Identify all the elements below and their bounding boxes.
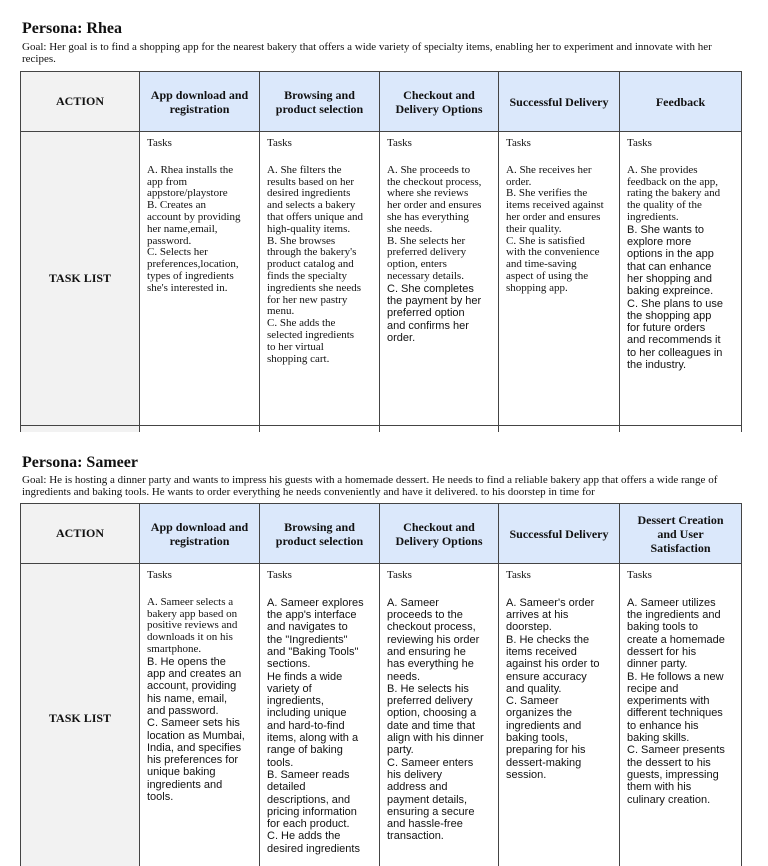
tasks-label: Tasks xyxy=(627,569,652,581)
task-line: ingredients and xyxy=(147,778,223,791)
task-line: C. She plans to use xyxy=(627,297,724,310)
task-line: high-quality items. xyxy=(267,222,351,235)
task-line: preferences,location, xyxy=(147,258,239,271)
task-line: arrives at his xyxy=(506,609,569,622)
task-line: aspect of using the xyxy=(506,269,589,282)
task-line: their quality. xyxy=(506,222,562,235)
task-line: his preferences for xyxy=(147,754,239,767)
tasks-label: Tasks xyxy=(147,569,172,581)
task-line: her order and ensures xyxy=(506,210,601,223)
task-line: the shopping app xyxy=(627,309,712,322)
task-cell xyxy=(499,564,620,866)
task-line: through the bakery's xyxy=(267,246,357,259)
task-line: the checkout process, xyxy=(387,175,482,188)
task-line: baking skills. xyxy=(627,732,690,745)
task-line: preferred delivery xyxy=(387,246,467,259)
task-line: and "Baking Tools" xyxy=(267,645,359,658)
task-line: B. She wants to xyxy=(627,223,705,236)
task-line: unique baking xyxy=(147,766,216,779)
task-line: recipe and xyxy=(627,682,679,695)
task-line: A. She proceeds to xyxy=(387,163,471,176)
stage-header: Browsing and product selection xyxy=(260,504,380,564)
tasks-label: Tasks xyxy=(147,137,172,149)
task-cell xyxy=(620,564,742,866)
task-line: types of ingredients xyxy=(147,269,234,282)
tasks-label: Tasks xyxy=(267,569,292,581)
task-line: location as Mumbai, xyxy=(147,729,245,742)
task-line: checkout process, xyxy=(387,621,476,634)
task-line: including unique xyxy=(267,707,347,720)
task-line: transaction. xyxy=(387,830,444,843)
task-line: B. He checks the xyxy=(506,633,590,646)
task-line: descriptions, and xyxy=(267,793,351,806)
task-line: for each product. xyxy=(267,818,350,831)
task-line: B. She verifies the xyxy=(506,187,588,200)
task-line: C. Sameer sets his xyxy=(147,717,240,730)
task-line: where she reviews xyxy=(387,187,469,200)
task-line: desired ingredients xyxy=(267,187,351,200)
task-line: against his order to xyxy=(506,658,600,671)
journey-table xyxy=(20,503,742,866)
task-line: ensure accuracy xyxy=(506,670,587,683)
task-line: shopping app. xyxy=(506,281,568,294)
task-line: C. Sameer xyxy=(506,695,559,708)
stage-header: Dessert Creation and User Satisfaction xyxy=(620,504,742,564)
task-line: pricing information xyxy=(267,805,357,818)
task-cell xyxy=(380,132,499,426)
task-line: organizes the xyxy=(506,707,573,720)
task-line: the ingredients and xyxy=(627,609,721,622)
task-line: desired ingredients xyxy=(267,842,360,855)
task-line: address and xyxy=(387,781,448,794)
task-line: baking tools, xyxy=(506,732,568,745)
task-line: C. She is satisfied xyxy=(506,234,585,247)
task-cell xyxy=(260,564,380,866)
task-line: C. Sameer presents xyxy=(627,744,725,757)
task-line: options in the app xyxy=(627,248,714,261)
task-line: ingredients, xyxy=(267,695,324,708)
task-line: and quality. xyxy=(506,682,562,695)
task-line: tools. xyxy=(267,756,294,769)
task-line: C. Selects her xyxy=(147,246,208,259)
stage-header: Browsing and product selection xyxy=(260,72,380,132)
task-line: his name, email, xyxy=(147,692,228,705)
tasks-label: Tasks xyxy=(506,137,531,149)
task-line: and ensuring he xyxy=(387,645,466,658)
stage-header: App download and registration xyxy=(140,72,260,132)
task-line: the industry. xyxy=(627,359,687,372)
task-line: items received xyxy=(506,645,577,658)
task-line: C. He adds the xyxy=(267,830,341,843)
task-cell xyxy=(620,132,742,426)
task-line: ingredients. xyxy=(627,210,679,223)
task-line: to enhance his xyxy=(627,719,699,732)
tasks-label: Tasks xyxy=(627,137,652,149)
empty-cell xyxy=(140,426,260,433)
task-line: and navigates to xyxy=(267,621,348,634)
task-line: downloads it on his xyxy=(147,631,233,644)
next-row-partial xyxy=(21,426,742,433)
task-line: A. She receives her xyxy=(506,163,592,176)
task-line: preferred option xyxy=(387,307,465,320)
task-line: baking expreince. xyxy=(627,285,714,298)
empty-cell xyxy=(21,426,140,433)
task-line: appstore/playstore xyxy=(147,187,228,200)
stage-header: Successful Delivery xyxy=(499,72,620,132)
persona-section-rhea xyxy=(0,0,768,432)
task-line: product catalog and xyxy=(267,258,354,271)
task-line: ingredients she needs xyxy=(267,281,362,294)
task-line: variety of xyxy=(267,682,312,695)
task-line: results based on her xyxy=(267,175,355,188)
task-line: dessert-making xyxy=(506,756,582,769)
task-line: with the convenience xyxy=(506,246,600,259)
task-line: preparing for his xyxy=(506,744,586,757)
task-line: A. Sameer utilizes xyxy=(627,596,716,609)
task-list-row xyxy=(21,132,742,426)
task-line: account, providing xyxy=(147,680,237,693)
task-line: B. Sameer reads xyxy=(267,768,350,781)
task-line: positive reviews and xyxy=(147,619,238,632)
stage-header: Feedback xyxy=(620,72,742,132)
task-line: baking tools to xyxy=(627,621,698,634)
tasks-label: Tasks xyxy=(267,137,292,149)
stage-header: App download and registration xyxy=(140,504,260,564)
task-line: them with his xyxy=(627,781,692,794)
task-line: and recommends it xyxy=(627,334,721,347)
tasks-label: Tasks xyxy=(387,569,412,581)
task-line: B. She selects her xyxy=(387,234,466,247)
tasks-label: Tasks xyxy=(387,137,412,149)
task-line: A. Sameer selects a xyxy=(147,595,234,608)
task-line: tools. xyxy=(147,791,174,804)
task-line: bakery app based on xyxy=(147,607,238,620)
task-line: the payment by her xyxy=(387,295,482,308)
persona-title: Persona: Rhea xyxy=(22,20,122,37)
persona-goal: Goal: He is hosting a dinner party and wants to impress his guests with a homemade dessert. He needs to find a reliable bakery app that offers a wide range of ingredients and baking tools. He wants to order everything he needs conveniently and have it delivered. to his doorstep in time for xyxy=(22,475,718,498)
task-list-label: TASK LIST xyxy=(21,132,140,426)
persona-section-sameer xyxy=(0,452,768,866)
task-line: explore more xyxy=(627,236,692,249)
task-line: shopping cart. xyxy=(267,352,330,365)
task-line: preferred delivery xyxy=(387,695,473,708)
task-line: the dessert to his xyxy=(627,756,711,769)
task-line: that can enhance xyxy=(627,260,712,273)
task-line: and selects a bakery xyxy=(267,199,356,212)
persona-title: Persona: Sameer xyxy=(22,454,138,471)
task-line: range of baking xyxy=(267,744,343,757)
stage-header-row xyxy=(21,72,742,132)
task-line: B. He follows a new xyxy=(627,670,724,683)
task-line: has everything he xyxy=(387,658,474,671)
task-cell xyxy=(499,132,620,426)
stage-header-row xyxy=(21,504,742,564)
task-line: the "Ingredients" xyxy=(267,633,348,646)
task-list-label: TASK LIST xyxy=(21,564,140,866)
task-line: A. Sameer's order xyxy=(506,596,595,609)
task-line: sections. xyxy=(267,658,311,671)
task-line: app and creates an xyxy=(147,668,242,681)
empty-cell xyxy=(499,426,620,433)
task-line: A. Rhea installs the xyxy=(147,163,234,176)
task-line: option, enters xyxy=(387,258,447,271)
task-line: password. xyxy=(147,234,192,247)
task-line: finds the specialty xyxy=(267,269,348,282)
task-line: A. She filters the xyxy=(267,163,342,176)
task-line: proceeds to the xyxy=(387,609,463,622)
persona-goal: Goal: Her goal is to find a shopping app for the nearest bakery that offers a wide variety of specialty items, enabling her to experiment and innovate with her recipes. xyxy=(22,42,712,65)
task-line: India, and specifies xyxy=(147,741,242,754)
task-line: smartphone. xyxy=(147,642,202,655)
task-cell xyxy=(260,132,380,426)
empty-cell xyxy=(380,426,499,433)
task-line: menu. xyxy=(267,305,295,318)
task-cell xyxy=(140,564,260,866)
task-cell xyxy=(380,564,499,866)
task-line: C. She adds the xyxy=(267,317,336,330)
stage-header: Checkout and Delivery Options xyxy=(380,72,499,132)
task-line: He finds a wide xyxy=(267,670,343,683)
task-line: and confirms her xyxy=(387,319,469,332)
task-line: rating the bakery and xyxy=(627,187,721,200)
task-line: selected ingredients xyxy=(267,328,355,341)
empty-cell xyxy=(260,426,380,433)
task-line: her shopping and xyxy=(627,272,713,285)
task-line: feedback on the app, xyxy=(627,175,719,188)
empty-cell xyxy=(620,426,742,433)
task-line: needs. xyxy=(387,670,421,683)
task-line: app from xyxy=(147,175,188,188)
task-line: items, along with a xyxy=(267,732,359,745)
task-line: ensuring a secure xyxy=(387,805,475,818)
task-line: C. She completes xyxy=(387,282,474,295)
task-line: culinary creation. xyxy=(627,793,711,806)
task-line: the app's interface xyxy=(267,609,357,622)
task-line: guests, impressing xyxy=(627,768,719,781)
task-line: create a homemade xyxy=(627,633,725,646)
task-line: dessert for his xyxy=(627,645,697,658)
task-line: and hard-to-find xyxy=(267,719,345,732)
task-line: her name,email, xyxy=(147,222,218,235)
journey-table xyxy=(20,71,742,432)
task-line: B. He selects his xyxy=(387,682,469,695)
task-line: and time-saving xyxy=(506,258,577,271)
task-line: account by providing xyxy=(147,210,241,223)
task-line: necessary details. xyxy=(387,269,464,282)
task-line: and password. xyxy=(147,704,219,717)
task-line: B. She browses xyxy=(267,234,336,247)
tasks-label: Tasks xyxy=(506,569,531,581)
task-line: order. xyxy=(387,331,416,344)
stage-header: Checkout and Delivery Options xyxy=(380,504,499,564)
task-cell xyxy=(140,132,260,426)
task-line: she has everything xyxy=(387,210,469,223)
task-line: A. Sameer explores xyxy=(267,596,364,609)
task-line: for her new pastry xyxy=(267,293,348,306)
task-list-row xyxy=(21,564,742,866)
stage-header: Successful Delivery xyxy=(499,504,620,564)
task-line: A. Sameer xyxy=(387,596,439,609)
task-line: her order and ensures xyxy=(387,199,482,212)
task-line: B. Creates an xyxy=(147,199,206,212)
task-line: to her virtual xyxy=(267,340,324,353)
task-line: doorstep. xyxy=(506,621,552,634)
task-line: payment details, xyxy=(387,793,468,806)
task-line: ingredients and xyxy=(506,719,582,732)
action-header: ACTION xyxy=(21,72,140,132)
task-line: for future orders xyxy=(627,322,706,335)
task-line: B. He opens the xyxy=(147,655,226,668)
task-line: party. xyxy=(387,744,414,757)
task-line: date and time that xyxy=(387,719,476,732)
task-line: she's interested in. xyxy=(147,281,228,294)
task-line: that offers unique and xyxy=(267,210,364,223)
task-line: detailed xyxy=(267,781,306,794)
task-line: she needs. xyxy=(387,222,433,235)
task-line: reviewing his order xyxy=(387,633,480,646)
task-line: the quality of the xyxy=(627,199,702,212)
task-line: and hassle-free xyxy=(387,818,463,831)
task-line: C. Sameer enters xyxy=(387,756,474,769)
action-header: ACTION xyxy=(21,504,140,564)
task-line: dinner party. xyxy=(627,658,688,671)
task-line: his delivery xyxy=(387,768,443,781)
task-line: align with his dinner xyxy=(387,732,484,745)
task-line: order. xyxy=(506,175,532,188)
task-line: to her colleagues in xyxy=(627,346,723,359)
task-line: session. xyxy=(506,768,547,781)
task-line: A. She provides xyxy=(627,163,698,176)
task-line: different techniques xyxy=(627,707,723,720)
task-line: experiments with xyxy=(627,695,710,708)
task-line: option, choosing a xyxy=(387,707,477,720)
task-line: items received against xyxy=(506,199,604,212)
